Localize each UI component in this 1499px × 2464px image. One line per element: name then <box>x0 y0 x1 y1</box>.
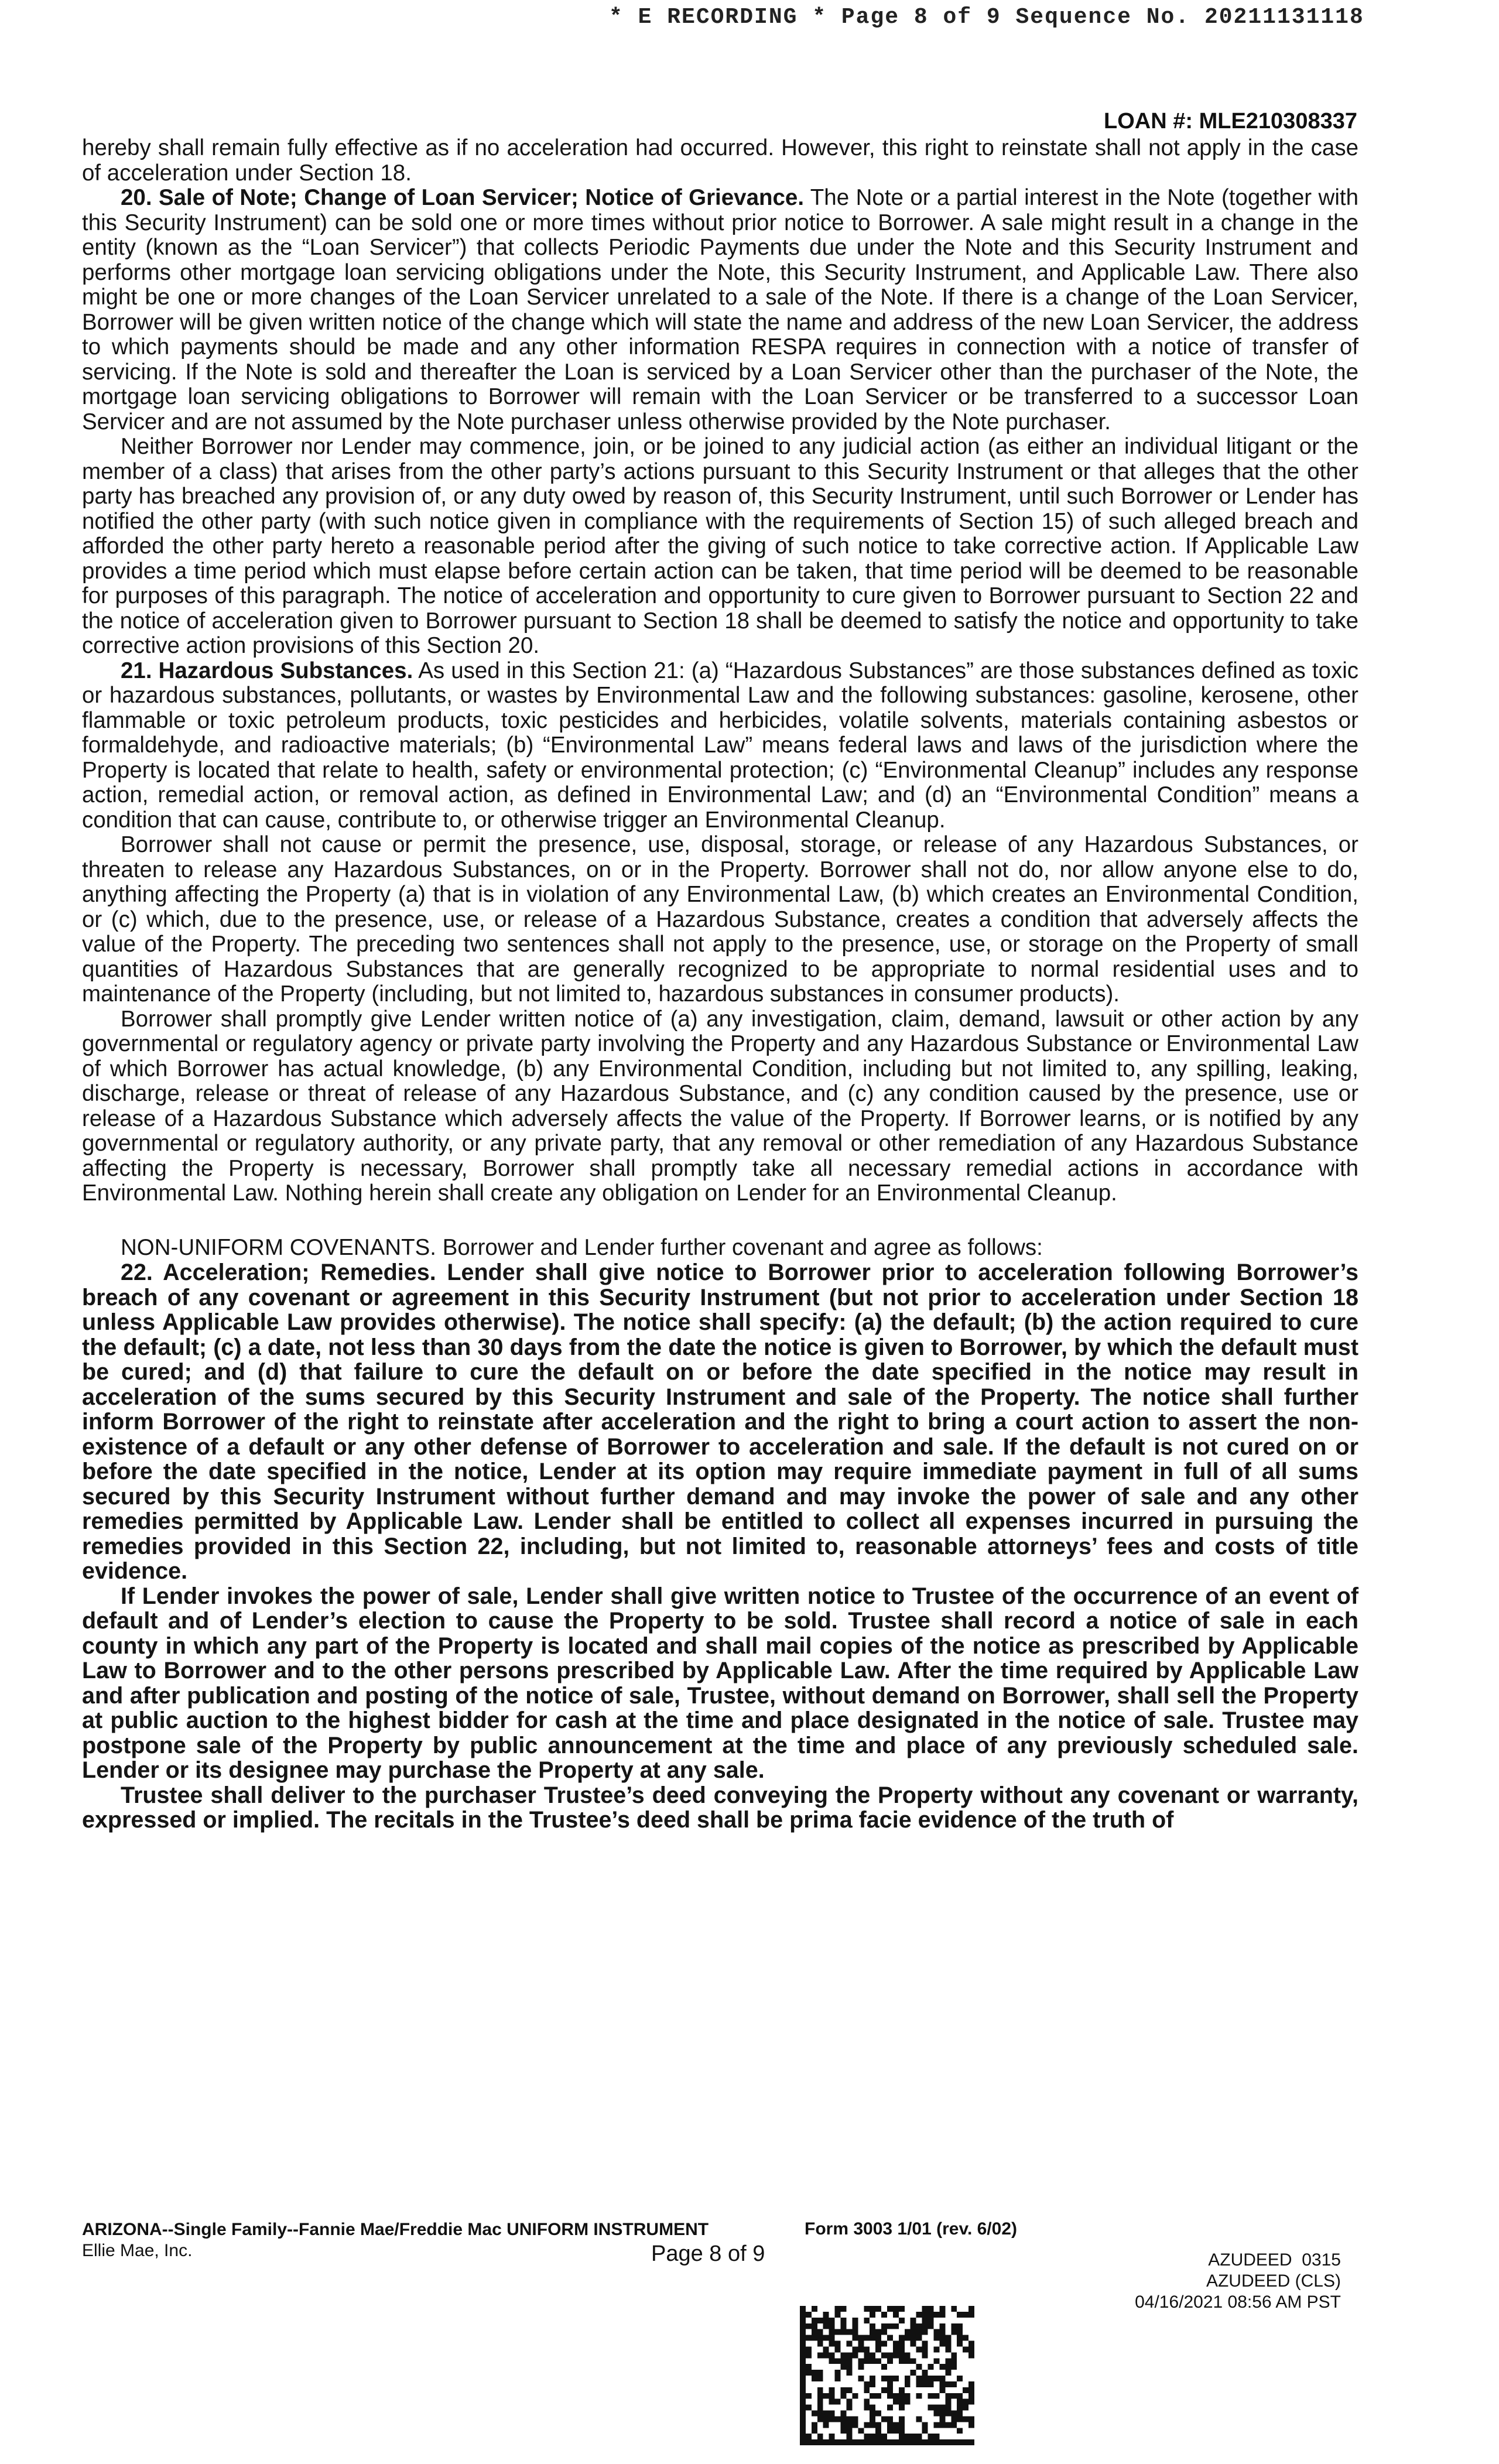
non-uniform-covenants: NON-UNIFORM COVENANTS. Borrower and Lender further covenant and agree as follows: <box>121 1234 1043 1260</box>
barcode-icon <box>800 2306 974 2445</box>
e-recording-header: * E RECORDING * Page 8 of 9 Sequence No. 20211131118 <box>609 5 1364 30</box>
section-21-heading: 21. Hazardous Substances. <box>121 658 413 683</box>
section-20 <box>82 186 1358 434</box>
footer-instrument: ARIZONA--Single Family--Fannie Mae/Freddie Mac UNIFORM INSTRUMENT <box>82 2220 709 2239</box>
footer-doc-code-cls: AZUDEED (CLS) <box>1206 2271 1341 2291</box>
footer-company: Ellie Mae, Inc. <box>82 2241 193 2260</box>
paragraph-borrower-shall-promptly: Borrower shall promptly give Lender written notice of (a) any investigation, claim, demand, lawsuit or other action by any governmental or regulatory agency or private party involving the Property and any Hazardous Substance or Environmental Law of which Borrower has actual knowledge, (b) any Environmental Condition, including but not limited to, any spilling, leaking, discharge, release or threat of release of any Hazardous Substance, and (c) any condition caused by the presence, use or release of a Hazardous Substance which adversely affects the value of the Property. If Borrower learns, or is notified by any governmental or regulatory authority, or any private party, that any removal or other remediation of any Hazardous Substance affecting the Property is necessary, Borrower shall promptly take all necessary remedial actions in accordance with Environmental Law. Nothing herein shall create any obligation on Lender for an Environmental Cleanup. <box>82 1006 1358 1206</box>
section-21-text: As used in this Section 21: (a) “Hazardous Substances” are those substances defined as toxic or hazardous substances, pollutants, or wastes by Environmental Law and the following substances: gasoline, kerosene, other flammable or toxic petroleum products, toxic pesticides and herbicides, volatile solvents, materials containing asbestos or formaldehyde, and radioactive materials; (b) “Environmental Law” means federal laws and laws of the jurisdiction where the Property is located that relate to health, safety or environmental protection; (c) “Environmental Cleanup” includes any response action, remedial action, or removal action, as defined in Environmental Law; and (d) an “Environmental Condition” means a condition that can cause, contribute to, or otherwise trigger an Environmental Cleanup. <box>82 658 1358 833</box>
section-20-heading: 20. Sale of Note; Change of Loan Servicer; Notice of Grievance. <box>121 185 805 210</box>
footer-timestamp: 04/16/2021 08:56 AM PST <box>1135 2292 1341 2312</box>
section-21 <box>82 659 1358 833</box>
footer-doc-code: AZUDEED 0315 <box>1208 2250 1341 2270</box>
footer-right <box>1135 2250 1341 2313</box>
section-20-text: The Note or a partial interest in the Note (together with this Security Instrument) can be sold one or more times without prior notice to Borrower. A sale might result in a change in the entity (known as the “Loan Servicer”) that collects Periodic Payments due under the Note and this Security Instrument and performs other mortgage loan servicing obligations under the Note, this Security Instrument, and Applicable Law. There also might be one or more changes of the Loan Servicer unrelated to a sale of the Note. If there is a change of the Loan Servicer, Borrower will be given written notice of the change which will state the name and address of the new Loan Servicer, the address to which payments should be made and any other information RESPA requires in connection with a notice of transfer of servicing. If the Note is sold and thereafter the Loan is serviced by a Loan Servicer other than the purchaser of the Note, the mortgage loan servicing obligations to Borrower will remain with the Loan Servicer or be transferred to a successor Loan Servicer and are not assumed by the Note purchaser unless otherwise provided by the Note purchaser. <box>82 185 1358 434</box>
paragraph-reinstatement-end: hereby shall remain fully effective as if no acceleration had occurred. However, this right to reinstate shall not apply in the case of acceleration under Section 18. <box>82 135 1358 186</box>
document-body <box>82 136 1358 1833</box>
loan-number: LOAN #: MLE210308337 <box>1104 109 1357 134</box>
footer-page-number: Page 8 of 9 <box>651 2241 765 2266</box>
section-22: 22. Acceleration; Remedies. Lender shall give notice to Borrower prior to acceleration following Borrower’s breach of any covenant or agreement in this Security Instrument (but not prior to acceleration under Section 18 unless Applicable Law provides otherwise). The notice shall specify: (a) the default; (b) the action required to cure the default; (c) a date, not less than 30 days from the date the notice is given to Borrower, by which the default must be cured; and (d) that failure to cure the default on or before the date specified in the notice may result in acceleration of the sums secured by this Security Instrument and sale of the Property. The notice shall further inform Borrower of the right to reinstate after acceleration and the right to bring a court action to assert the non-existence of a default or any other defense of Borrower to acceleration and sale. If the default is not cured on or before the date specified in the notice, Lender at its option may require immediate payment in full of all sums secured by this Security Instrument without further demand and may invoke the power of sale and any other remedies permitted by Applicable Law. Lender shall be entitled to collect all expenses incurred in pursuing the remedies provided in this Section 22, including, but not limited to, reasonable attorneys’ fees and costs of title evidence. <box>82 1260 1358 1584</box>
paragraph-power-of-sale: If Lender invokes the power of sale, Lender shall give written notice to Trustee of the occurrence of an event of default and of Lender’s election to cause the Property to be sold. Trustee shall record a notice of sale in each county in which any part of the Property is located and shall mail copies of the notice as prescribed by Applicable Law to Borrower and to the other persons prescribed by Applicable Law. After the time required by Applicable Law and after publication and posting of the notice of sale, Trustee, without demand on Borrower, shall sell the Property at public auction to the highest bidder for cash at the time and place designated in the notice of sale. Trustee may postpone sale of the Property by public announcement at the time and place of any previously scheduled sale. Lender or its designee may purchase the Property at any sale. <box>82 1583 1358 1783</box>
paragraph-neither-borrower: Neither Borrower nor Lender may commence, join, or be joined to any judicial action (as either an individual litigant or the member of a class) that arises from the other party’s actions pursuant to this Security Instrument or that alleges that the other party has breached any provision of, or any duty owed by reason of, this Security Instrument, until such Borrower or Lender has notified the other party (with such notice given in compliance with the requirements of Section 15) of such alleged breach and afforded the other party hereto a reasonable period after the giving of such notice to take corrective action. If Applicable Law provides a time period which must elapse before certain action can be taken, that time period will be deemed to be reasonable for purposes of this paragraph. The notice of acceleration and opportunity to cure given to Borrower pursuant to Section 22 and the notice of acceleration given to Borrower pursuant to Section 18 shall be deemed to satisfy the notice and opportunity to take corrective action provisions of this Section 20. <box>82 434 1358 658</box>
footer-left <box>82 2219 709 2261</box>
paragraph-trustee-deed: Trustee shall deliver to the purchaser Trustee’s deed conveying the Property without any covenant or warranty, expressed or implied. The recitals in the Trustee’s deed shall be prima facie evidence of the truth of <box>82 1782 1358 1833</box>
paragraph-borrower-shall-not: Borrower shall not cause or permit the presence, use, disposal, storage, or release of any Hazardous Substances, or threaten to release any Hazardous Substances, on or in the Property. Borrower shall not do, nor allow anyone else to do, anything affecting the Property (a) that is in violation of any Environmental Law, (b) which creates an Environmental Condition, or (c) which, due to the presence, use, or release of a Hazardous Substance, creates a condition that adversely affects the value of the Property. The preceding two sentences shall not apply to the presence, use, or storage on the Property of small quantities of Hazardous Substances that are generally recognized to be appropriate to normal residential uses and to maintenance of the Property (including, but not limited to, hazardous substances in consumer products). <box>82 832 1358 1007</box>
footer-form-number: Form 3003 1/01 (rev. 6/02) <box>805 2219 1017 2239</box>
